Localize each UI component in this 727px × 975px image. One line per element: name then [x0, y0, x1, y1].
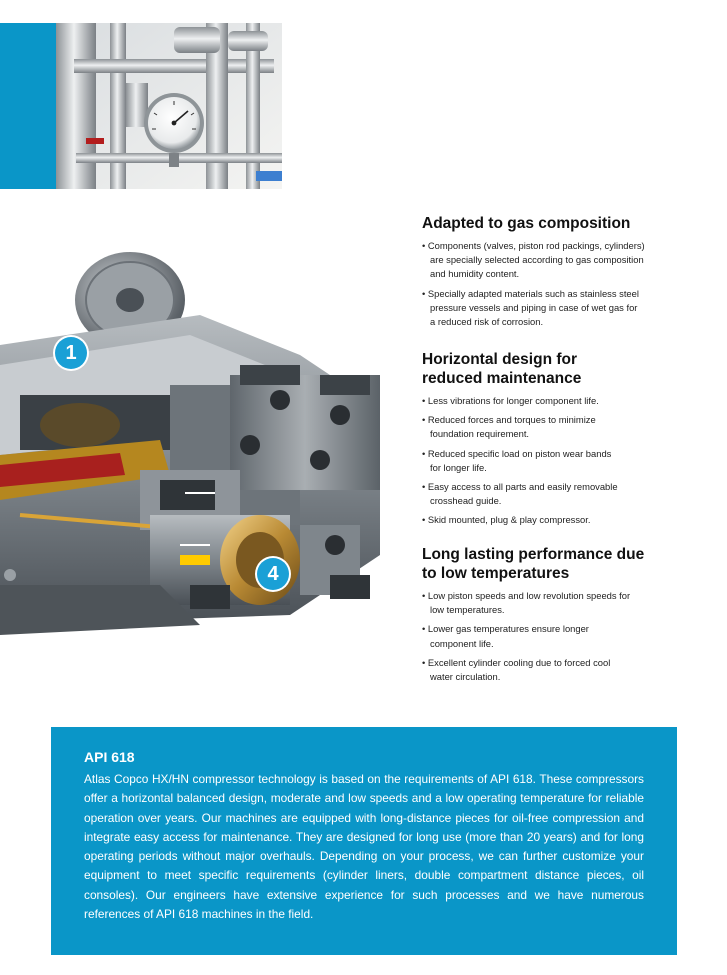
bullet-item [422, 656, 687, 684]
callout-badge-1: 1 [55, 337, 87, 369]
compressor-cutaway-illustration [0, 225, 415, 700]
api-title: API 618 [84, 749, 135, 765]
callout-badge-4: 4 [257, 558, 289, 590]
bullet-item [422, 413, 687, 441]
bullet-list [422, 589, 687, 684]
bullet-line: Easy access to all parts and easily removable [427, 481, 618, 493]
section-long-lasting [422, 545, 687, 689]
section-title-line: to low temperatures [422, 565, 570, 582]
accent-bar [0, 23, 56, 189]
section-title-line: Long lasting performance due [422, 546, 645, 563]
bullet-line: Reduced specific load on piston wear bands [427, 447, 612, 459]
api-body: Atlas Copco HX/HN compressor technology is based on the requirements of API 618. These compressors offer a horizontal balanced design, moderate and low speeds and a low operating temperature for reliable operation over years. Our machines are equipped with long-distance pieces for oil-free compression and integrate easy access for maintenance. They are designed for long use (more than 20 years) and for long operating periods without major overhauls. Depending on your process, we can further customize your equipment to meet specific requirements (cylinder liners, double compartment distance pieces, oil consoles). Our engineers have extensive experience for such processes and we have numerous references of API 618 machines in the field. [84, 772, 644, 922]
bullet-line: pressure vessels and piping in case of wet gas for [430, 301, 638, 313]
section-horizontal-design [422, 350, 687, 533]
bullet-list [422, 239, 687, 329]
bullet-line: Reduced forces and torques to minimize [427, 414, 596, 426]
bullet-line: low temperatures. [430, 604, 505, 616]
section-title [422, 545, 687, 583]
bullet-line: crosshead guide. [430, 495, 502, 507]
bullet-item [422, 622, 687, 650]
bullet-item [422, 287, 687, 330]
bullet-line: a reduced risk of corrosion. [430, 316, 544, 328]
bullet-item [422, 480, 687, 508]
section-title [422, 214, 687, 233]
section-title [422, 350, 687, 388]
bullet-line: Specially adapted materials such as stainless steel [427, 287, 639, 299]
bullet-line: foundation requirement. [430, 428, 530, 440]
bullet-line: component life. [430, 637, 494, 649]
bullet-item [422, 589, 687, 617]
bullet-line: are specially selected according to gas composition [430, 254, 644, 266]
bullet-line: Lower gas temperatures ensure longer [427, 623, 589, 635]
piping-photo [56, 23, 282, 189]
bullet-line: and humidity content. [430, 268, 520, 280]
bullet-item [422, 239, 687, 282]
bullet-line: Excellent cylinder cooling due to forced cool [427, 656, 611, 668]
bullet-line: water circulation. [430, 671, 501, 683]
bullet-item [422, 394, 687, 408]
section-title-line: Horizontal design for [422, 351, 577, 368]
bullet-list [422, 394, 687, 528]
bullet-line: Components (valves, piston rod packings, cylinders) [427, 240, 645, 251]
section-gas-composition [422, 214, 687, 334]
bullet-line: Skid mounted, plug & play compressor. [427, 514, 591, 526]
api-618-box [51, 727, 677, 955]
bullet-line: for longer life. [430, 461, 487, 473]
bullet-item [422, 447, 687, 475]
bullet-line: Less vibrations for longer component life. [427, 395, 599, 406]
section-title-line: reduced maintenance [422, 370, 582, 387]
section-title-line: Adapted to gas composition [422, 215, 631, 232]
bullet-line: Low piston speeds and low revolution speeds for [427, 590, 631, 601]
bullet-item [422, 513, 687, 527]
